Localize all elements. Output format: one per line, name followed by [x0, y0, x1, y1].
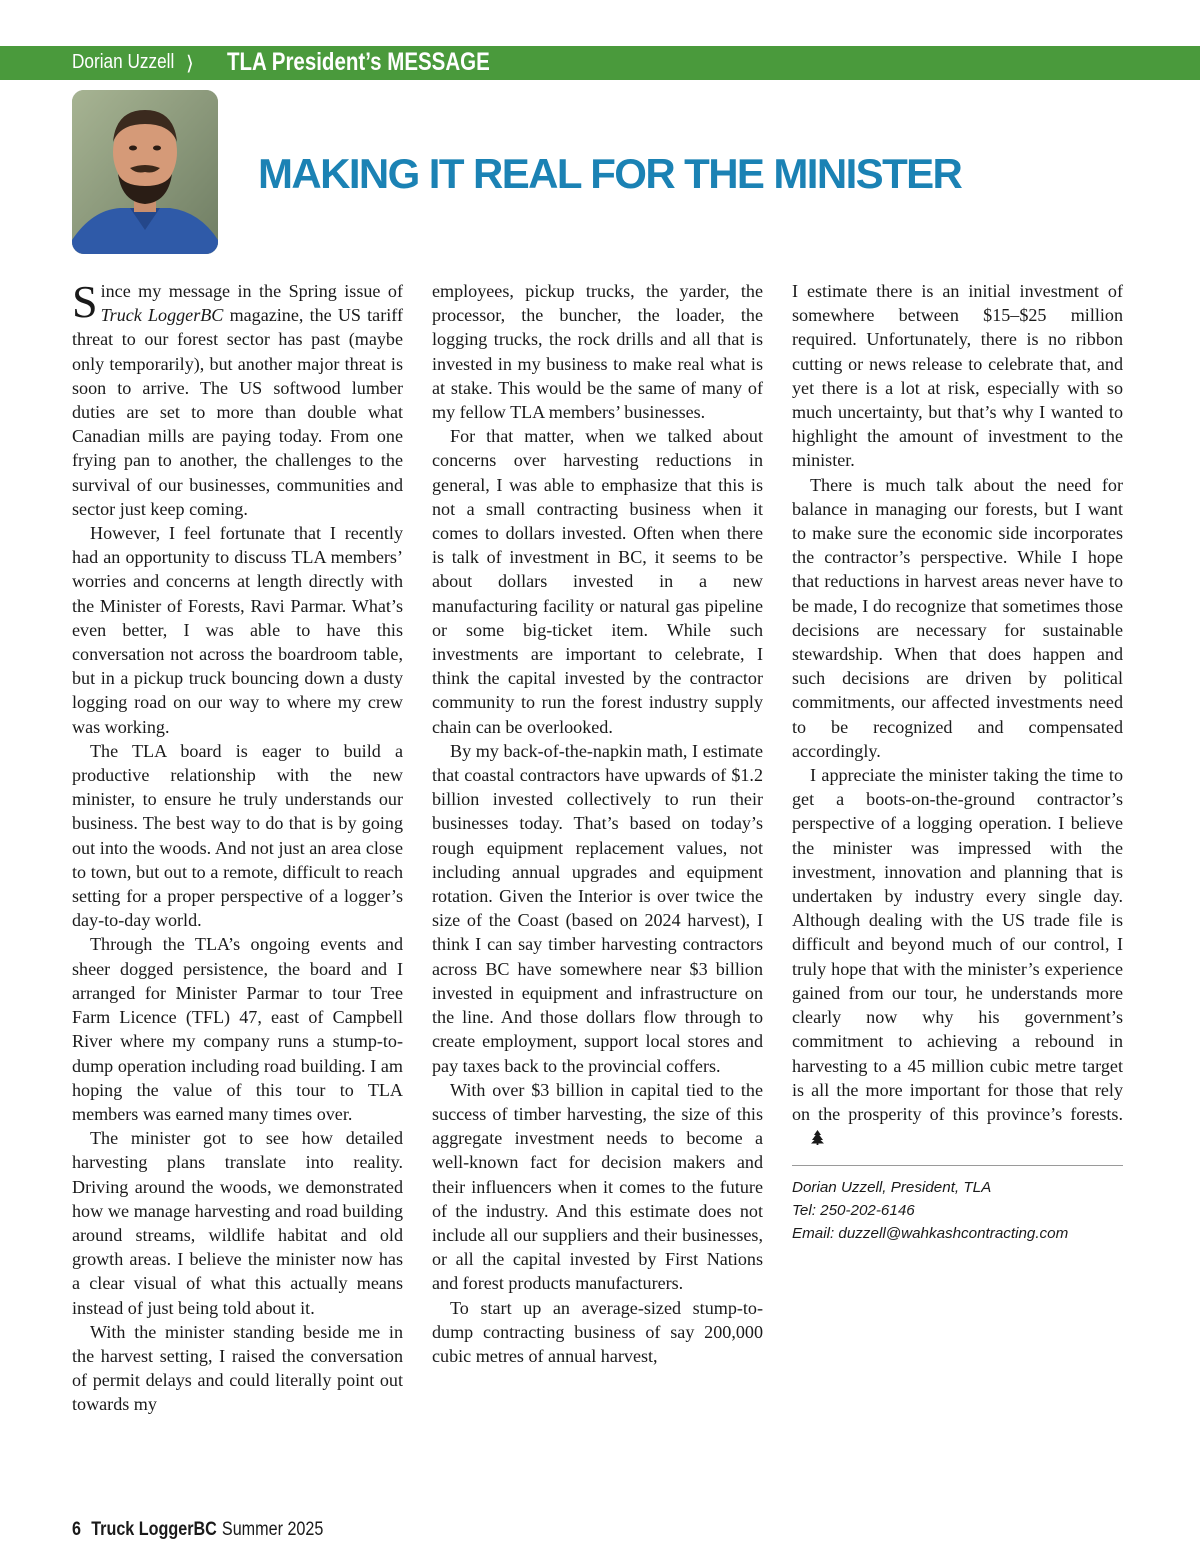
- article-title: MAKING IT REAL FOR THE MINISTER: [258, 150, 962, 197]
- paragraph: However, I feel fortunate that I recently had an opportunity to discuss TLA members’ worries and concerns at length directly with the Minister of Forests, Ravi Parmar. What’s even better, I was able to have this conversation not across the boardroom table, but in a pickup truck bouncing down a dusty logging road on our way to where my crew was working.: [72, 523, 403, 737]
- signature-name: Dorian Uzzell, President, TLA: [792, 1179, 992, 1197]
- header-author: Dorian Uzzell: [72, 51, 175, 73]
- signature-tel: Tel: 250-202-6146: [792, 1202, 915, 1220]
- paragraph: By my back-of-the-napkin math, I estimate that coastal contractors have upwards of $1.2 billion invested collectively to run their businesses today. That’s based on today’s rough equipment replacement values, not including annual upgrades and equipment rotation. Given the Interior is over twice the size of the Coast (based on 2024 harvest), I think I can say timber harvesting contractors across BC have somewhere near $3 billion invested in equipment and infrastructure on the line. And those dollars flow through to create employment, support local stores and pay taxes back to the provincial coffers.: [432, 740, 763, 1076]
- section-header-bar: [0, 46, 1200, 80]
- paragraph: With over $3 billion in capital tied to the success of timber harvesting, the size of this aggregate investment needs to become a well-known fact for decision makers and their influencers when it comes to the future of the industry. And this estimate does not include all our suppliers and their businesses, or all the capital invested by First Nations and forest products manufacturers.: [432, 1079, 763, 1294]
- header-section-title: TLA President’s MESSAGE: [227, 48, 490, 76]
- paragraph: With the minister standing beside me in the harvest setting, I raised the conversation of permit delays and could literally point out towards my: [72, 1321, 403, 1415]
- signature-block: [792, 1176, 1123, 1245]
- article-column-1: [72, 276, 403, 1417]
- paragraph: To start up an average-sized stump-to-dump contracting business of say 200,000 cubic metres of annual harvest,: [432, 1297, 763, 1366]
- drop-cap: S: [72, 276, 98, 327]
- signature-email: Email: duzzell@wahkashcontracting.com: [792, 1225, 1069, 1243]
- page-footer: [72, 1519, 323, 1541]
- paragraph: Through the TLA’s ongoing events and sheer dogged persistence, the board and I arranged for Minister Parmar to tour Tree Farm Licence (TFL) 47, east of Campbell River where my company runs a stump-to-dump operation including road building. I am hoping the value of this tour to TLA members was earned many times over.: [72, 934, 403, 1124]
- paragraph: The TLA board is eager to build a productive relationship with the new minister, to ensure he truly understands our business. The best way to do that is by going out into the woods. And not just an area close to town, but out to a remote, difficult to reach setting for a proper perspective of a logger’s day-to-day world.: [72, 740, 403, 931]
- paragraph: employees, pickup trucks, the yarder, the processor, the buncher, the loader, the logging trucks, the rock drills and all that is invested in my business to make real what is at stake. This would be the same of many of my fellow TLA members’ businesses.: [432, 281, 763, 423]
- footer-issue: Summer 2025: [221, 1519, 324, 1540]
- article-column-2: [432, 279, 763, 1368]
- signature-divider: [792, 1165, 1123, 1166]
- page-number: 6: [72, 1519, 81, 1540]
- paragraph: Since my message in the Spring issue of Truck LoggerBC magazine, the US tariff threat to our forest sector has past (maybe only temporarily), but another major threat is soon to arrive. The US softwood lumber duties are set to more than double what Canadian mills are paying today. From one frying pan to another, the challenges to the survival of our businesses, communities and sector just keep coming.: [72, 276, 403, 519]
- paragraph: There is much talk about the need for balance in managing our forests, but I want to make sure the economic side incorporates the contractor’s perspective. While I hope that reductions in harvest areas never have to be made, I do recognize that sometimes those decisions are necessary for sustainable stewardship. When that does happen and such decisions are driven by political commitments, our affected investments need to be recognized and compensated accordingly.: [792, 474, 1123, 761]
- magazine-name: Truck LoggerBC: [100, 305, 224, 326]
- tree-icon: [793, 1127, 824, 1151]
- chevron-right-icon: ⟩: [186, 51, 194, 75]
- article-column-3: [792, 279, 1123, 1245]
- paragraph: For that matter, when we talked about concerns over harvesting reductions in general, I was able to emphasize that this is not a small contracting business when it comes to dollars invested. Often when there is talk of investment in BC, it seems to be about dollars invested in a new manufacturing facility or natural gas pipeline or some big-ticket item. While such investments are important to celebrate, I think the capital invested by the contractor community to run the forest industry supply chain can be overlooked.: [432, 426, 763, 737]
- footer-magazine: Truck LoggerBC: [91, 1519, 217, 1540]
- paragraph: I appreciate the minister taking the time to get a boots-on-the-ground contractor’s perspective of a logging operation. I believe the minister was impressed with the investment, innovation and planning that is undertaken by industry every single day. Although dealing with the US trade file is difficult and beyond much of our control, I truly hope that with the minister’s experience gained from our tour, he understands more clearly now why his government’s commitment to achieving a rebound in harvesting to a 45 million cubic metre target is all the more important for those that rely on the prosperity of this province’s forests.: [792, 763, 1123, 1151]
- paragraph: I estimate there is an initial investment of somewhere between $15–$25 million required. Unfortunately, there is no ribbon cutting or news release to celebrate that, and yet there is a lot at risk, especially with so much uncertainty, but that’s why I wanted to highlight the amount of investment to the minister.: [792, 281, 1123, 471]
- author-portrait: [72, 90, 218, 254]
- paragraph: The minister got to see how detailed harvesting plans translate into reality. Driving around the woods, we demonstrated how we manage harvesting and road building around streams, wildlife habitat and old growth areas. I believe the minister now has a clear visual of what this actually means instead of just being told about it.: [72, 1128, 403, 1318]
